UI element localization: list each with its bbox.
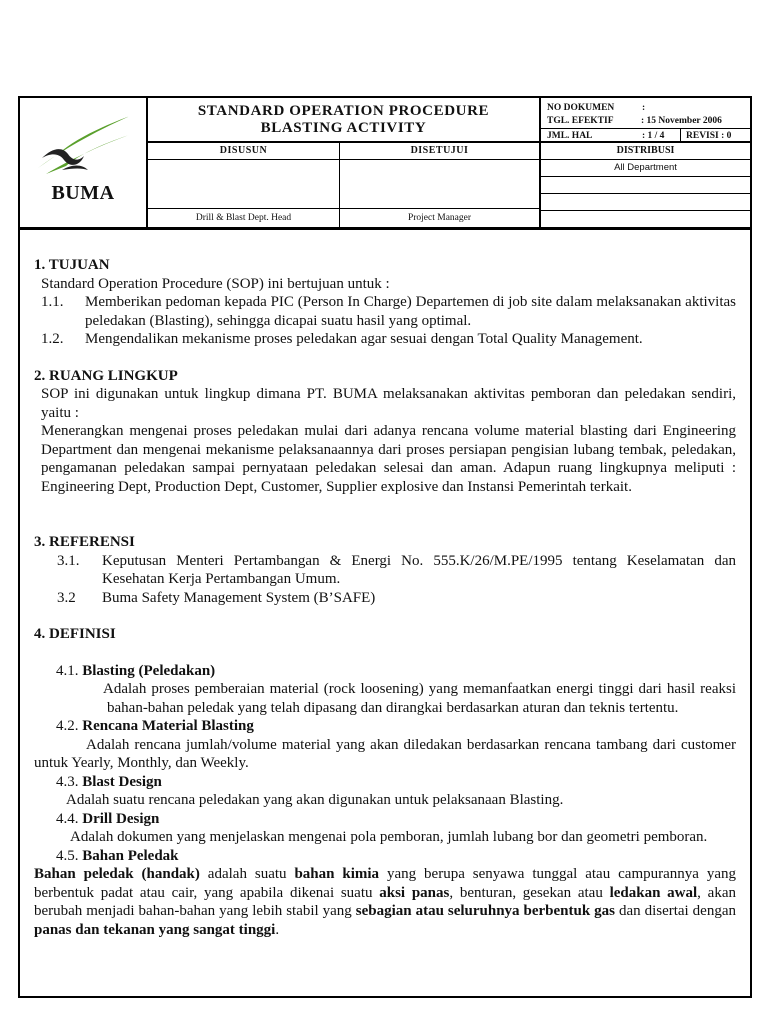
revisi-value: REVISI : 0: [680, 129, 731, 143]
section-title-ruang-lingkup: 2. RUANG LINGKUP: [34, 367, 178, 384]
definisi-text: Adalah dokumen yang menjelaskan mengenai pola pemboran, jumlah lubang bor dan geometri pemboran.: [70, 829, 708, 845]
jml-hal-label: JML. HAL: [547, 131, 593, 141]
jml-hal-value: : 1 / 4: [642, 131, 665, 141]
text-run: yang berupa senyawa tunggal atau campurannya yang berbentuk padat atau cair, yang apabila dikenai suatu: [34, 866, 736, 901]
referensi-item: [34, 552, 736, 589]
definisi-heading: [34, 810, 736, 829]
text-run: dan disertai dengan: [615, 903, 736, 919]
spacer: [34, 496, 736, 533]
disusun-column: [148, 143, 340, 227]
item-number: 3.2: [57, 589, 76, 606]
distribusi-label: DISTRIBUSI: [541, 143, 750, 160]
bold-term: panas dan tekanan yang sangat tinggi: [34, 921, 276, 938]
item-text: Mengendalikan mekanisme proses peledakan agar sesuai dengan Total Quality Management.: [85, 331, 643, 347]
bold-term: Bahan peledak (handak): [34, 866, 200, 882]
section-title-tujuan: 1. TUJUAN: [34, 257, 110, 273]
referensi-item: [34, 589, 736, 608]
bahan-peledak-text: [34, 865, 736, 939]
item-number: 4.3.: [56, 773, 79, 790]
text-run: adalah suatu: [199, 866, 295, 882]
no-dokumen-value: :: [642, 103, 646, 113]
section-title-definisi: 4. DEFINISI: [34, 626, 116, 642]
bold-term: aksi panas: [379, 884, 450, 901]
definisi-term: Blast Design: [82, 773, 162, 790]
tujuan-intro: Standard Operation Procedure (SOP) ini bertujuan untuk :: [41, 275, 390, 292]
ruang-lingkup-para2: Menerangkan mengenai proses peledakan mulai dari adanya rencana volume material blasting dari Engineering Department dan mengenai mekanisme pelaksanaannya dari proses persiapan pengisian lubang tembak, peledakan, pengamanan peledakan sampai pernyataan peledakan selesai dan aman. Adapun ruang lingkupnya meliputi : Engineering Dept, Production Dept, Customer, Supplier explosive dan Instansi Pemerintah terkait.: [41, 423, 736, 495]
title-cell: [148, 98, 541, 143]
bold-term: sebagian atau seluruhnya berbentuk gas: [355, 903, 615, 919]
document-body: [34, 256, 736, 939]
distribusi-value: All Department: [541, 160, 750, 177]
document-frame: [18, 96, 752, 998]
disetujui-column: [340, 143, 539, 227]
definisi-term: Rencana Material Blasting: [82, 718, 254, 734]
meta-tgl-efektif: [541, 114, 750, 128]
spacer: [34, 644, 736, 662]
buma-logo-icon: [32, 110, 136, 180]
tgl-efektif-label: TGL. EFEKTIF: [547, 116, 614, 126]
spacer: [34, 349, 736, 367]
item-text: Keputusan Menteri Pertambangan & Energi No. 555.K/26/M.PE/1995 tentang Keselamatan dan Kesehatan Kerja Pertambangan Umum.: [102, 552, 736, 587]
item-number: 1.2.: [41, 331, 64, 347]
bold-term: ledakan awal: [609, 884, 698, 901]
definisi-text: Adalah proses pemberaian material (rock loosening) yang memanfaatkan energi tinggi dari hasil reaksi bahan-bahan peledak yang telah dipasang dan dirangkai berdasarkan aturan dan teknis tertentu.: [103, 681, 736, 716]
section-title-referensi: 3. REFERENSI: [34, 534, 135, 550]
item-number: 4.1.: [56, 662, 79, 679]
definisi-heading: [34, 847, 736, 866]
doc-title-line1: STANDARD OPERATION PROCEDURE: [197, 103, 490, 119]
definisi-heading: [34, 773, 736, 792]
approval-table: [148, 143, 541, 227]
distribusi-empty-row: [541, 194, 750, 211]
definisi-term: Blasting (Peledakan): [82, 662, 216, 679]
item-number: 4.2.: [56, 718, 79, 734]
meta-no-dokumen: [541, 101, 750, 115]
item-number: 4.5.: [56, 847, 79, 864]
doc-title-line2: BLASTING ACTIVITY: [260, 120, 427, 136]
distribution-table: [541, 143, 750, 227]
definisi-heading: [34, 662, 736, 681]
logo-cell: [20, 98, 148, 227]
definisi-text: Adalah suatu rencana peledakan yang akan digunakan untuk pelaksanaan Blasting.: [66, 792, 564, 808]
tujuan-item: [34, 293, 736, 330]
tujuan-item: [34, 330, 736, 349]
ruang-lingkup-para1: SOP ini digunakan untuk lingkup dimana PT. BUMA melaksanakan aktivitas pemboran dan peledakan sendiri, yaitu :: [41, 386, 736, 421]
item-number: 3.1.: [57, 552, 80, 569]
distribusi-empty-row: [541, 177, 750, 194]
definisi-text: Adalah rencana jumlah/volume material yang akan diledakan berdasarkan rencana tambang dari customer untuk Yearly, Monthly, dan Weekly.: [34, 736, 736, 771]
disetujui-label: DISETUJUI: [340, 143, 539, 160]
spacer: [34, 607, 736, 625]
text-run: .: [275, 921, 280, 938]
logo-text: BUMA: [51, 182, 115, 204]
disusun-label: DISUSUN: [148, 143, 339, 160]
definisi-term: Bahan Peledak: [82, 847, 179, 864]
disetujui-by: Project Manager: [340, 208, 539, 227]
disusun-by: Drill & Blast Dept. Head: [148, 208, 339, 227]
text-run: , akan berubah menjadi bahan-bahan yang lebih stabil yang: [34, 884, 736, 919]
meta-jml-hal: [541, 128, 750, 143]
document-meta: [541, 98, 750, 143]
definisi-heading: [34, 717, 736, 736]
text-run: , benturan, gesekan atau: [449, 884, 610, 901]
bold-term: bahan kimia: [294, 866, 380, 882]
tgl-efektif-value: : 15 November 2006: [641, 116, 722, 126]
item-number: 1.1.: [41, 294, 64, 310]
item-text: Buma Safety Management System (B’SAFE): [102, 589, 376, 606]
item-number: 4.4.: [56, 810, 79, 827]
no-dokumen-label: NO DOKUMEN: [547, 103, 615, 113]
definisi-term: Drill Design: [82, 810, 160, 827]
item-text: Memberikan pedoman kepada PIC (Person In Charge) Departemen di job site dalam melaksanakan aktivitas peledakan (Blasting), sehingga dicapai suatu hasil yang optimal.: [85, 294, 736, 329]
document-header: [20, 98, 750, 230]
